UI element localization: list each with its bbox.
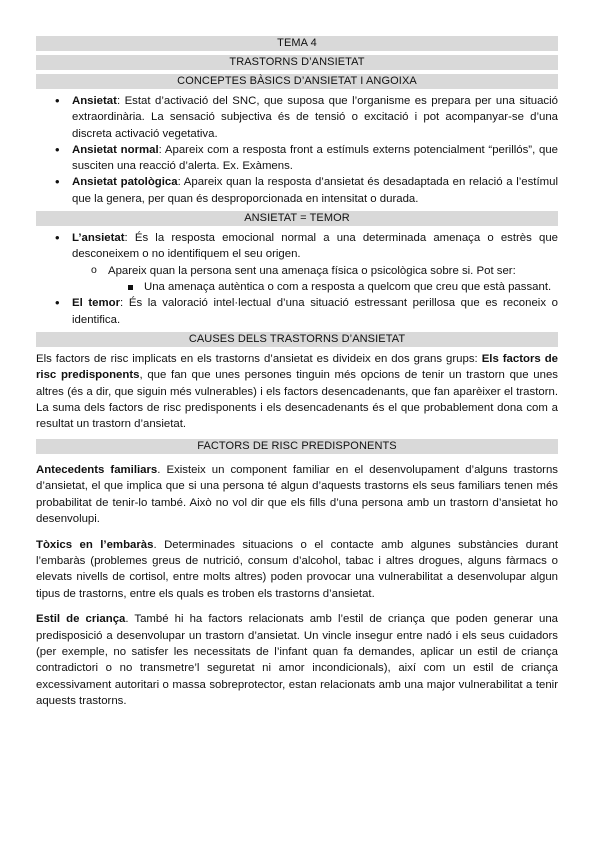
factor-term: Tòxics en l’embaràs [36, 538, 154, 551]
factor-term: Antecedents familiars [36, 463, 158, 476]
header-causes: CAUSES DELS TRASTORNS D’ANSIETAT [36, 332, 558, 347]
sub-list [72, 263, 558, 296]
subsub-list [108, 279, 558, 295]
header-ansietat-temor: ANSIETAT = TEMOR [36, 211, 558, 226]
subsub-list-item: Una amenaça autèntica o com a resposta a quelcom que creu que està passant. [144, 279, 558, 295]
causes-bold: Els factors de risc predisponents [36, 352, 558, 382]
causes-text-pre: Els factors de risc implicats en els trastorns d’ansietat es divideix en dos grans grups: [36, 352, 482, 365]
term: L’ansietat [72, 232, 125, 245]
factor-paragraph [36, 611, 558, 709]
header-tema: TEMA 4 [36, 36, 558, 51]
header-trastorns: TRASTORNS D’ANSIETAT [36, 55, 558, 70]
conceptes-list [36, 93, 558, 207]
definition: : Apareix com a resposta front a estímuls externs potencialment “perillós”, que susciten una reacció d’alerta. Ex. Exàmens. [72, 143, 558, 173]
list-item [72, 93, 558, 142]
document-page [36, 36, 558, 716]
factor-term: Estil de criança [36, 613, 126, 626]
causes-paragraph [36, 351, 558, 433]
factor-paragraph [36, 462, 558, 528]
definition: : Estat d’activació del SNC, que suposa que l’organisme es prepara per una situació extraordinària. La sensació subjectiva és de tensió o excitació i pot acompanyar-se d’una discreta activació vegetativa. [72, 95, 558, 140]
term: Ansietat normal [72, 143, 159, 156]
definition: : Apareix quan la resposta d’ansietat és desadaptada en relació a l’estímul que la genera, per quan és desproporcionada en intensitat o durada. [72, 176, 558, 205]
sub-list-item [108, 263, 558, 296]
term: Ansietat [72, 95, 117, 107]
list-item [72, 295, 558, 328]
causes-text-post: , que fan que unes persones tinguin més opcions de tenir un trastorn que unes altres (és a dir, que siguin més vulnerables) i els factors desencadenants, que fan aparèixer el trastorn. La suma dels factors de risc predisponents i els desencadenants és el que probablement dona com a resultat un trastorn d’ansietat. [36, 369, 558, 431]
factor-text: . Existeix un component familiar en el desenvolupament d’alguns trastorns d’ansietat, el que implica que si una persona té algun d’aquests trastorns els seus familiars tenen més probabilitat de tenir-lo també. Això no vol dir que els fills d’una persona amb un trastorn d’ansietat ho desenvolupi. [36, 463, 558, 526]
temor-list [36, 230, 558, 328]
term: Ansietat patològica [72, 176, 178, 189]
sub-item-text: Apareix quan la persona sent una amenaça física o psicològica sobre si. Pot ser: [108, 264, 516, 277]
definition: : És la valoració intel·lectual d’una situació estressant perillosa que es reconeix o identifica. [72, 297, 558, 326]
factor-paragraph [36, 537, 558, 603]
header-factors: FACTORS DE RISC PREDISPONENTS [36, 439, 558, 454]
list-item [72, 230, 558, 295]
list-item [72, 174, 558, 207]
factor-text: . També hi ha factors relacionats amb l’estil de criança que poden generar una predisposició a desenvolupar un trastorn d’ansietat. Un vincle insegur entre nadó i els seus cuidadors (per exemple, no satisfer les necessitats de l’infant quan fa demandes, aplicar un estil de criança contradictori o no transmetre’l seguretat ni amor incondicionals), així com un estil de criança excessivament autoritari o massa sobreprotector, estan relacionats amb una major vulnerabilitat a tenir aquests trastorns. [36, 613, 558, 708]
list-item [72, 142, 558, 175]
term: El temor [72, 297, 121, 310]
definition: : És la resposta emocional normal a una determinada amenaça o estrès que desconeixem o no identifiquem el seu origen. [72, 232, 558, 261]
header-conceptes: CONCEPTES BÀSICS D’ANSIETAT I ANGOIXA [36, 74, 558, 89]
factor-text: . Determinades situacions o el contacte amb algunes substàncies durant l’embaràs (problemes greus de nutrició, consum d’alcohol, tabac i altres drogues, alguns fàrmacs o elevats nivells de cortisol, entre molts altres) poden provocar una vulnerabilitat a desenvolupar algun tipus de trastorns, entre els quals es troben els trastorns d’ansietat. [36, 538, 558, 600]
